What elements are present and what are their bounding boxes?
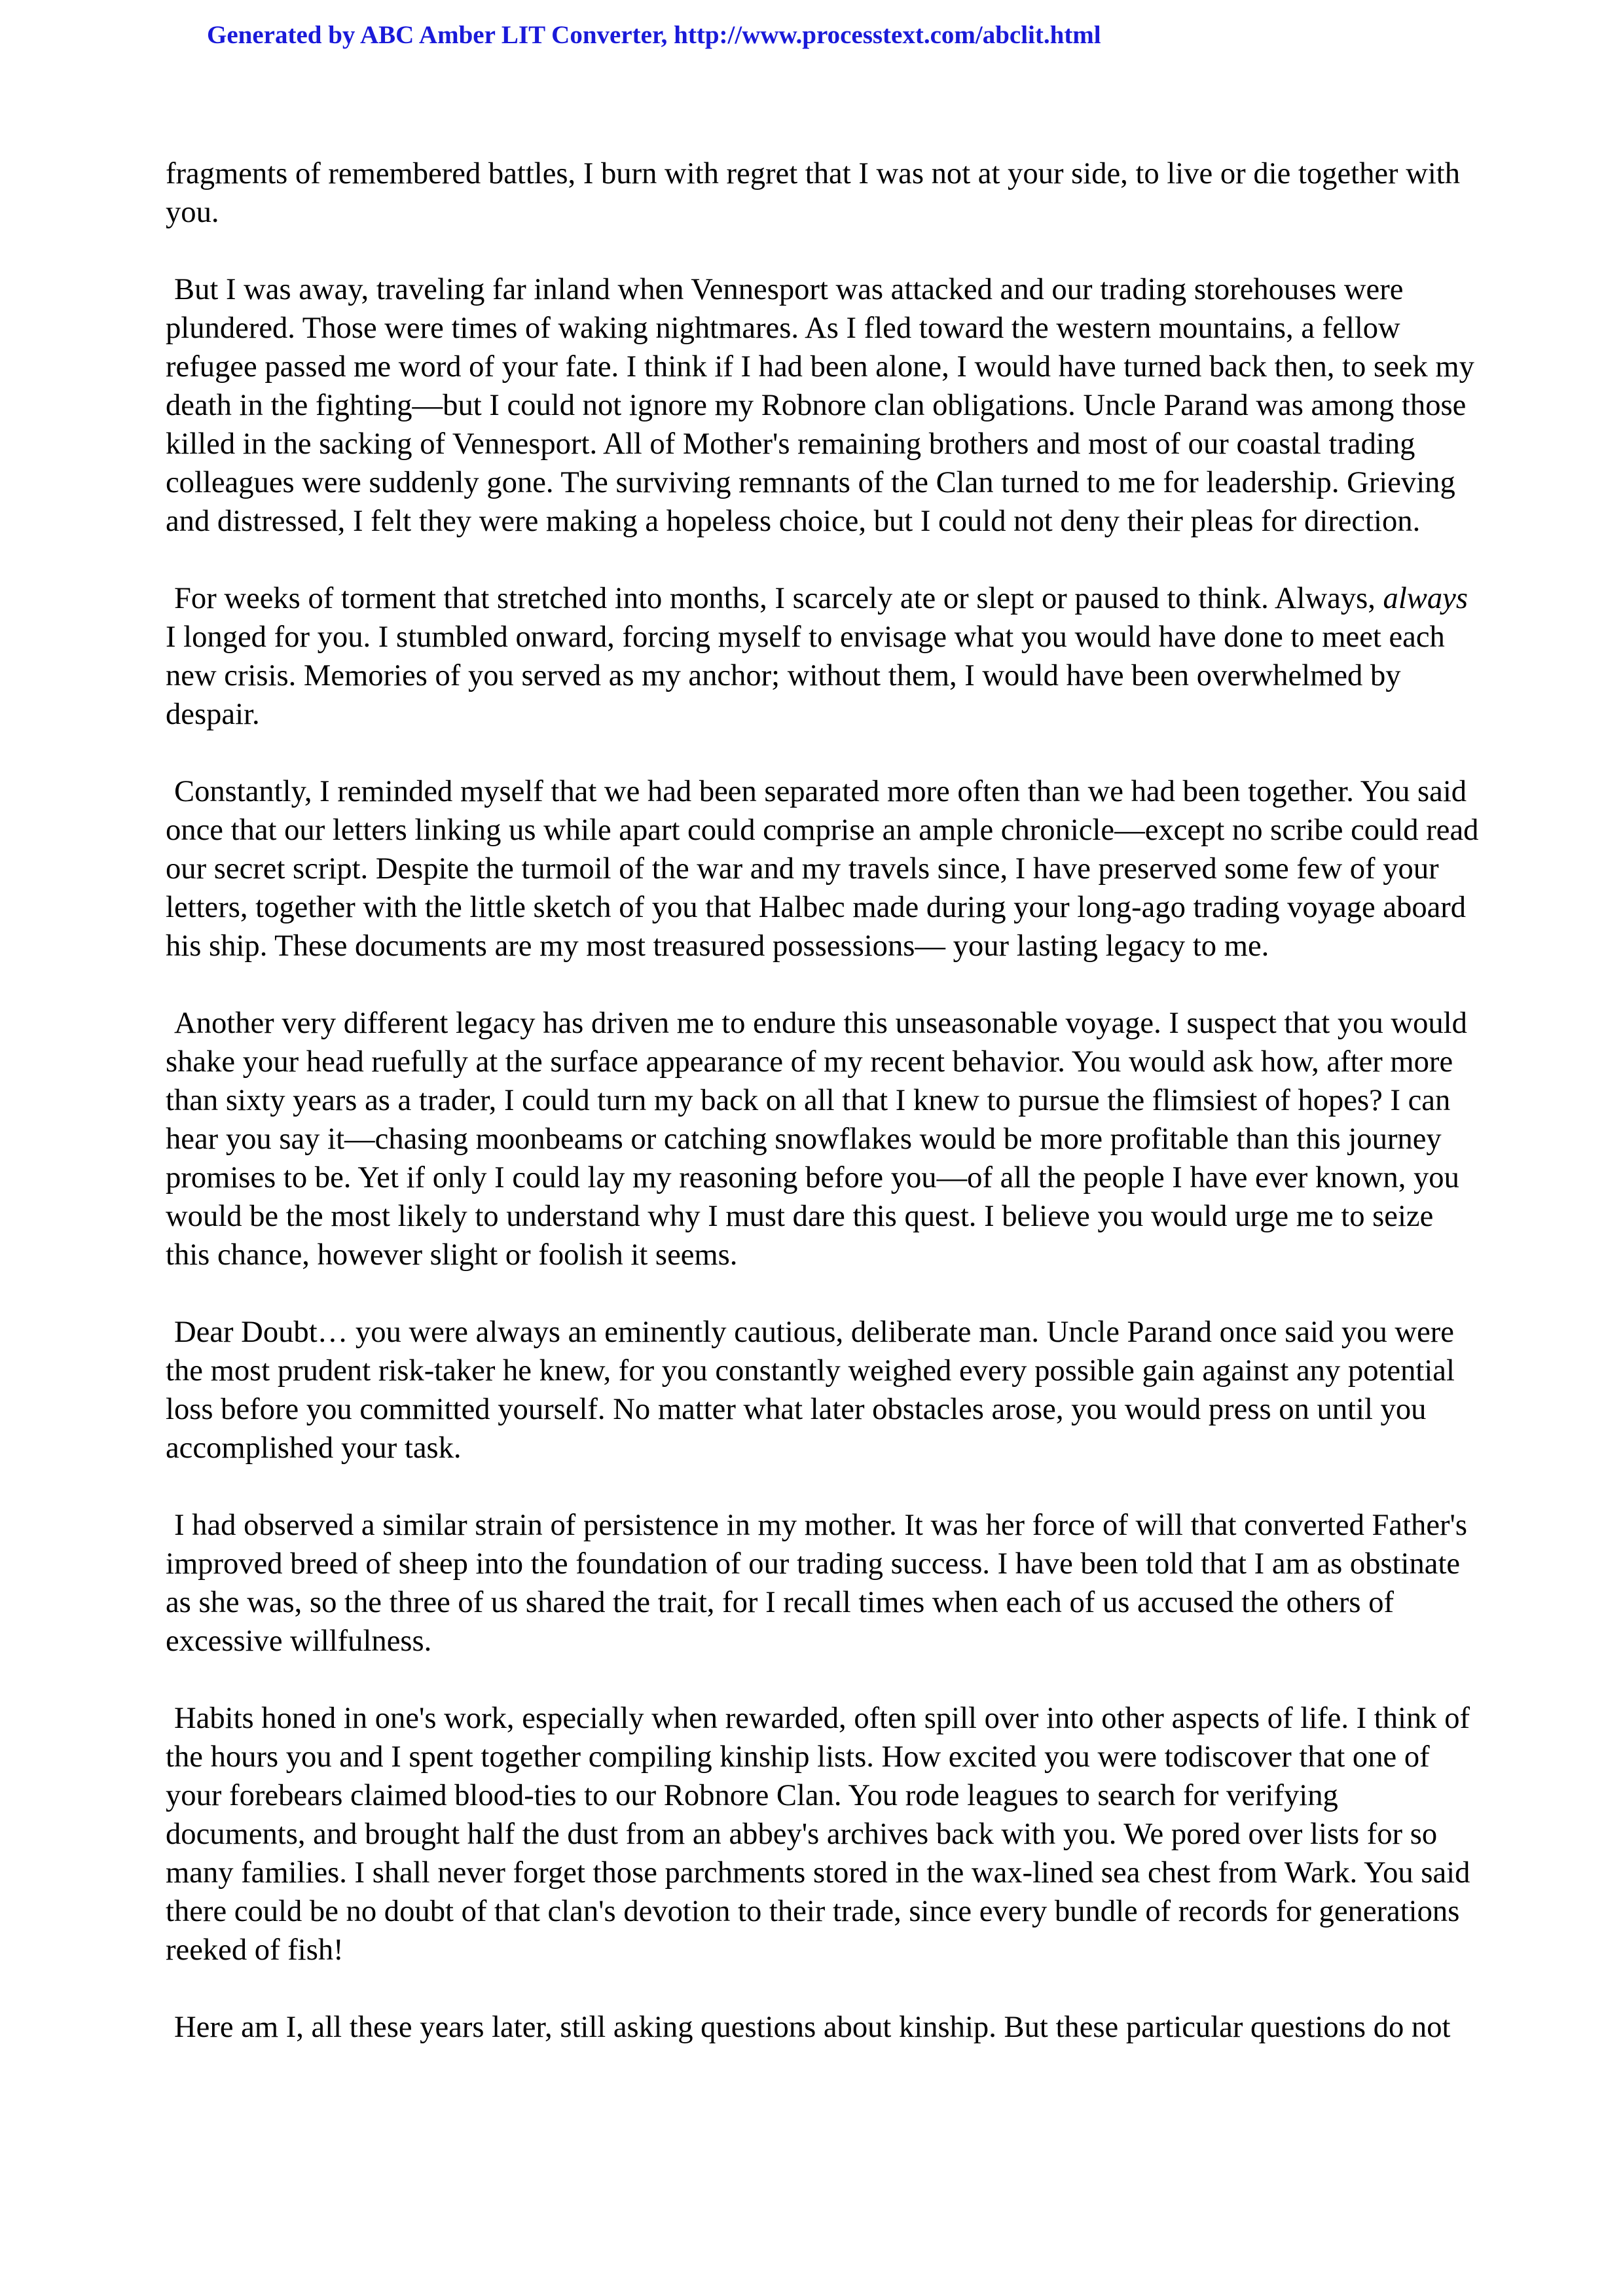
paragraph-4: Constantly, I reminded myself that we had been separated more often than we had been together. You said once that our letters linking us while apart could comprise an ample chronicle—except no scribe could read our secret script. Despite the turmoil of the war and my travels since, I have preserved some few of your letters, together with the little sketch of you that Halbec made during your long-ago trading voyage aboard his ship. These documents are my most treasured possessions— your lasting legacy to me. [166, 774, 1479, 963]
paragraph-6: Dear Doubt… you were always an eminently cautious, deliberate man. Uncle Parand once said you were the most prudent risk-taker he knew, for you constantly weighed every possible gain against any potential loss before you committed yourself. No matter what later obstacles arose, you would press on until you accomplished your task. [166, 1315, 1455, 1465]
paragraph-3 [166, 579, 1482, 734]
paragraph-2: But I was away, traveling far inland when Vennesport was attacked and our trading storehouses were plundered. Those were times of waking nightmares. As I fled toward the western mountains, a fellow refugee passed me word of your fate. I think if I had been alone, I would have turned back then, to seek my death in the fighting—but I could not ignore my Robnore clan obligations. Uncle Parand was among those killed in the sacking of Vennesport. All of Mother's remaining brothers and most of our coastal trading colleagues were suddenly gone. The surviving remnants of the Clan turned to me for leadership. Grieving and distressed, I felt they were making a hopeless choice, but I could not deny their pleas for direction. [166, 272, 1474, 538]
paragraph-1: fragments of remembered battles, I burn with regret that I was not at your side, to live or die together with you. [166, 156, 1461, 229]
paragraph-5: Another very different legacy has driven me to endure this unseasonable voyage. I suspect that you would shake your head ruefully at the surface appearance of my recent behavior. You would ask how, after more than sixty years as a trader, I could turn my back on all that I knew to pursue the flimsiest of hopes? I can hear you say it—chasing moonbeams or catching snowflakes would be more profitable than this journey promises to be. Yet if only I could lay my reasoning before you—of all the people I have ever known, you would be the most likely to understand why I must dare this quest. I believe you would urge me to seize this chance, however slight or foolish it seems. [166, 1006, 1467, 1272]
emphasis-always: always [1383, 581, 1468, 615]
paragraph-7: I had observed a similar strain of persistence in my mother. It was her force of will that converted Father's improved breed of sheep into the foundation of our trading success. I have been told that I am as obstinate as she was, so the three of us shared the trait, for I recall times when each of us accused the others of excessive willfulness. [166, 1508, 1468, 1658]
paragraph-3-end: I longed for you. I stumbled onward, forcing myself to envisage what you would have done to meet each new crisis. Memories of you served as my anchor; without them, I would have been overwhelmed by despair. [166, 620, 1445, 731]
paragraph-3-start: For weeks of torment that stretched into months, I scarcely ate or slept or paused to think. Always, [174, 581, 1383, 615]
paragraph-8: Habits honed in one's work, especially when rewarded, often spill over into other aspects of life. I think of the hours you and I spent together compiling kinship lists. How excited you were todiscover that one of your forebears claimed blood-ties to our Robnore Clan. You rode leagues to search for verifying documents, and brought half the dust from an abbey's archives back with you. We pored over lists for so many families. I shall never forget those parchments stored in the wax-lined sea chest from Wark. You said there could be no doubt of that clan's devotion to their trade, since every bundle of records for generations reeked of fish! [166, 1701, 1470, 1967]
converter-credit-header: Generated by ABC Amber LIT Converter, http://www.processtext.com/abclit.html [207, 21, 1101, 49]
paragraph-9: Here am I, all these years later, still asking questions about kinship. But these particular questions do not [174, 2010, 1451, 2044]
document-body [166, 154, 1482, 2047]
